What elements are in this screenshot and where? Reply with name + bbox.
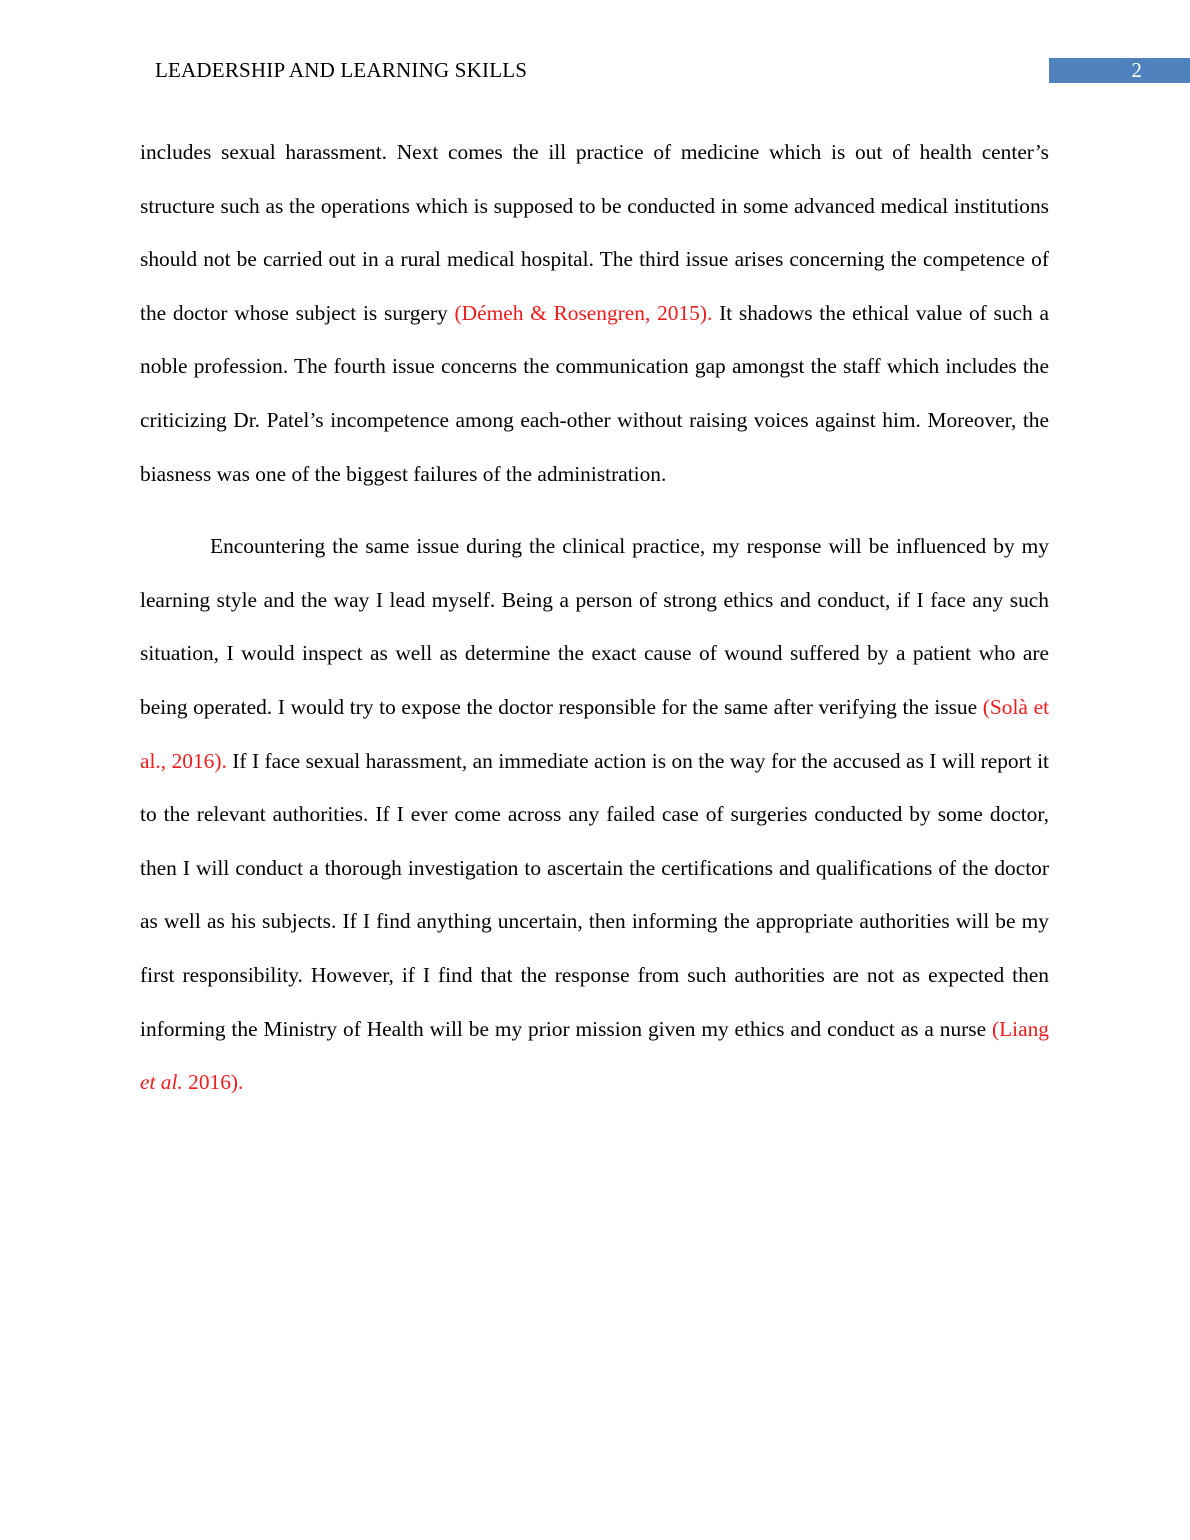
paragraph-1 <box>140 126 1049 501</box>
document-body <box>140 126 1049 1110</box>
paragraph-2-text-1: Encountering the same issue during the clinical practice, my response will be influenced by my learning style and the way I lead myself. Being a person of strong ethics and conduct, if I face any such situation, I would inspect as well as determine the exact cause of wound suffered by a patient who are being operated. I would try to expose the doctor responsible for the same after verifying the issue <box>140 534 1049 719</box>
page-number-box <box>1049 58 1190 83</box>
citation-sola-2016: (Solà et al., 2016). <box>140 694 1050 773</box>
citation-demeh-rosengren-2015: (Démeh & Rosengren, 2015). <box>454 300 713 325</box>
paragraph-1-text-1: includes sexual harassment. Next comes the ill practice of medicine which is out of health center’s structure such as the operations which is supposed to be conducted in some advanced medical institutions should not be carried out in a rural medical hospital. The third issue arises concerning the competence of the doctor whose subject is surgery <box>140 140 1049 325</box>
paragraph-2-text-2: If I face sexual harassment, an immediate action is on the way for the accused as I will report it to the relevant authorities. If I ever come across any failed case of surgeries conducted by some doctor, then I will conduct a thorough investigation to ascertain the certifications and qualifications of the doctor as well as his subjects. If I find anything uncertain, then informing the appropriate authorities will be my first responsibility. However, if I find that the response from such authorities are not as expected then informing the Ministry of Health will be my prior mission given my ethics and conduct as a nurse <box>140 748 1049 1041</box>
paragraph-2 <box>140 520 1049 1110</box>
paragraph-1-text-2: It shadows the ethical value of such a noble profession. The fourth issue concerns the communication gap amongst the staff which includes the criticizing Dr. Patel’s incompetence among each-other without raising voices against him. Moreover, the biasness was one of the biggest failures of the administration. <box>140 300 1049 486</box>
running-head: LEADERSHIP AND LEARNING SKILLS <box>155 58 528 82</box>
citation-liang-et-al: et al. <box>140 1070 183 1095</box>
page-number: 2 <box>1131 58 1142 82</box>
citation-liang-close: 2016). <box>182 1070 244 1095</box>
citation-liang-open: (Liang <box>991 1016 1049 1041</box>
